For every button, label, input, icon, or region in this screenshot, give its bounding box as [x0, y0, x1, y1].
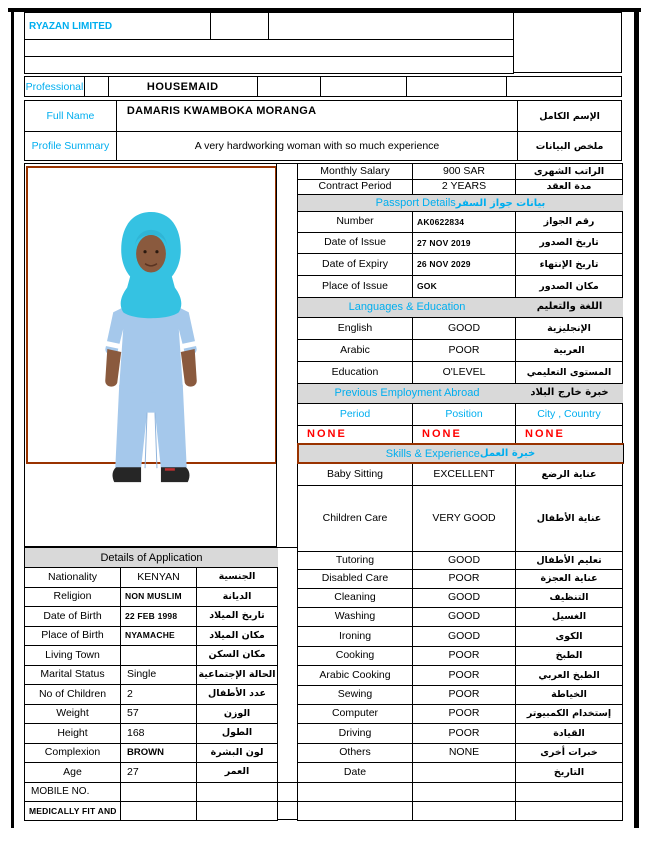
- details-table-right: [297, 163, 623, 821]
- field-label: Height: [25, 724, 121, 743]
- section-header-en: Previous Employment Abroad: [334, 386, 480, 399]
- field-arabic: تعليم الأطفال: [516, 552, 623, 569]
- field-label: Monthly Salary: [298, 164, 413, 179]
- page-border-left: [11, 8, 14, 828]
- table-row-computer: [298, 705, 623, 724]
- table-row-sewing: [298, 686, 623, 705]
- gap-line: [277, 782, 298, 783]
- field-value: 27 NOV 2019: [413, 233, 516, 253]
- field-value: 168: [121, 724, 197, 743]
- company-name: RYAZAN LIMITED: [25, 13, 211, 39]
- field-arabic: الوزن: [197, 705, 278, 724]
- field-arabic: العربية: [516, 340, 623, 361]
- field-arabic: الخياطة: [516, 686, 623, 704]
- table-row-others: [298, 744, 623, 763]
- table-row-date-of-birth: [25, 607, 278, 627]
- field-label: Date: [298, 763, 413, 782]
- field-arabic: مدة العقد: [516, 180, 623, 194]
- table-row-education: [298, 362, 623, 384]
- field-value: [121, 646, 197, 665]
- profile-summary-value: A very hardworking woman with so much experience: [117, 132, 518, 160]
- gap-line: [277, 547, 298, 548]
- field-value: POOR: [413, 570, 516, 588]
- field-value: POOR: [413, 666, 516, 685]
- field-arabic: الطبخ العربي: [516, 666, 623, 685]
- table-row-mobile-no: [25, 783, 278, 803]
- header-empty-cell: [269, 13, 514, 39]
- field-value: GOOD: [413, 608, 516, 626]
- field-value: POOR: [413, 647, 516, 665]
- header-empty-cell: [211, 13, 269, 39]
- field-value: KENYAN: [121, 568, 197, 587]
- field-value: 2 YEARS: [413, 180, 516, 194]
- field-arabic: القيادة: [516, 724, 623, 743]
- table-row-place-of-issue: [298, 276, 623, 298]
- field-value: POOR: [413, 686, 516, 704]
- field-value: POOR: [413, 340, 516, 361]
- field-arabic: التاريخ: [516, 763, 623, 782]
- field-arabic: الطول: [197, 724, 278, 743]
- table-row-baby-sitting: [298, 464, 623, 486]
- field-label: Baby Sitting: [298, 464, 413, 485]
- column-header-city-country: City , Country: [516, 404, 623, 425]
- profession-empty-cell: [507, 77, 621, 96]
- section-header-languages: [298, 298, 623, 318]
- table-row-empty: [298, 802, 623, 821]
- details-table-left: [24, 547, 278, 821]
- logo-box: [513, 12, 622, 73]
- field-value: 27: [121, 763, 197, 782]
- page-border-right: [634, 8, 639, 828]
- gap-line: [277, 163, 298, 164]
- field-value: O'LEVEL: [413, 362, 516, 383]
- field-arabic: عناية العجزة: [516, 570, 623, 588]
- field-arabic: الحالة الإجتماعية: [197, 666, 278, 685]
- field-label: Nationality: [25, 568, 121, 587]
- table-row-empty: [298, 783, 623, 802]
- table-row-english: [298, 318, 623, 340]
- field-arabic: عناية الرضع: [516, 464, 623, 485]
- arm-left: [105, 349, 121, 387]
- table-row-date-of-issue: [298, 233, 623, 254]
- empty-cell: [413, 783, 516, 801]
- field-value: NON MUSLIM: [121, 588, 197, 607]
- section-header-ar: خبرة العمل: [479, 448, 536, 459]
- header-empty-cell: [25, 57, 513, 73]
- table-row-prev-columns: [298, 404, 623, 426]
- profile-summary-arabic: ملخص البيانات: [535, 140, 604, 152]
- gap-line: [277, 801, 298, 802]
- field-value: BROWN: [121, 744, 197, 763]
- field-label: Cooking: [298, 647, 413, 665]
- field-value: 22 FEB 1998: [121, 607, 197, 626]
- table-row-marital-status: [25, 666, 278, 686]
- field-value: Single: [121, 666, 197, 685]
- field-arabic: الراتب الشهرى: [516, 164, 623, 179]
- table-row-religion: [25, 588, 278, 608]
- uniform-pants: [115, 385, 187, 468]
- profession-empty-cell: [85, 77, 109, 96]
- section-header-ar: خبرة خارج البلاد: [530, 387, 609, 399]
- header-row-empty-2: [24, 56, 514, 74]
- full-name-row: [24, 100, 622, 132]
- field-arabic: إستخدام الكمبيوتر: [516, 705, 623, 723]
- field-arabic: التنظيف: [516, 589, 623, 607]
- table-row-age: [25, 763, 278, 783]
- eye-right: [155, 250, 158, 253]
- field-arabic: مكان الصدور: [516, 276, 623, 297]
- table-row-no-of-children: [25, 685, 278, 705]
- field-label: Computer: [298, 705, 413, 723]
- table-row-complexion: [25, 744, 278, 764]
- field-arabic: رقم الجواز: [516, 212, 623, 232]
- field-label: Disabled Care: [298, 570, 413, 588]
- field-label: English: [298, 318, 413, 339]
- field-value: 900 SAR: [413, 164, 516, 179]
- table-row-washing: [298, 608, 623, 627]
- field-arabic: عدد الأطفال: [197, 685, 278, 704]
- header-row-company: [24, 12, 514, 40]
- full-name-arabic: الإسم الكامل: [539, 110, 600, 122]
- field-value: NONE: [413, 744, 516, 762]
- field-arabic: خبرات أخرى: [516, 744, 623, 762]
- full-name-value: DAMARIS KWAMBOKA MORANGA: [117, 101, 518, 131]
- column-header-period: Period: [298, 404, 413, 425]
- field-label: Arabic: [298, 340, 413, 361]
- empty-cell: [121, 783, 197, 802]
- field-label: Date of Issue: [298, 233, 413, 253]
- field-value: GOOD: [413, 589, 516, 607]
- field-value: GOK: [413, 276, 516, 297]
- field-label: Marital Status: [25, 666, 121, 685]
- gap-line: [277, 819, 298, 820]
- field-label: Washing: [298, 608, 413, 626]
- empty-cell: [516, 802, 623, 820]
- applicant-photo-cell: [24, 163, 277, 547]
- section-header-en: Languages & Education: [348, 300, 466, 313]
- field-value: 2: [121, 685, 197, 704]
- field-value: GOOD: [413, 627, 516, 646]
- table-row-living-town: [25, 646, 278, 666]
- field-arabic: الغسيل: [516, 608, 623, 626]
- table-row-nationality: [25, 568, 278, 588]
- field-label: Age: [25, 763, 121, 782]
- shoe-left: [112, 467, 141, 482]
- field-label: Weight: [25, 705, 121, 724]
- table-row-height: [25, 724, 278, 744]
- section-header-ar-wrap: [516, 384, 623, 403]
- field-label: Arabic Cooking: [298, 666, 413, 685]
- table-row-cooking: [298, 647, 623, 666]
- field-value: NONE: [413, 426, 516, 443]
- field-arabic: الطبخ: [516, 647, 623, 665]
- table-row-driving: [298, 724, 623, 744]
- field-label: Children Care: [298, 486, 413, 551]
- field-value: EXCELLENT: [413, 464, 516, 485]
- table-row-prev-values: [298, 426, 623, 444]
- field-value: 26 NOV 2029: [413, 254, 516, 275]
- section-header-en: Skills & Experience: [385, 447, 480, 460]
- field-value: GOOD: [413, 318, 516, 339]
- profession-empty-cell: [321, 77, 408, 96]
- empty-cell: [121, 802, 197, 820]
- table-row-cleaning: [298, 589, 623, 608]
- field-arabic: لون البشرة: [197, 744, 278, 763]
- field-label: Others: [298, 744, 413, 762]
- section-header-ar-wrap: [516, 298, 623, 317]
- section-header-skills: [298, 444, 623, 464]
- face: [136, 235, 166, 273]
- section-header-en: Passport Details: [375, 197, 456, 209]
- field-value: GOOD: [413, 552, 516, 569]
- eye-left: [143, 250, 146, 253]
- section-header-application: [25, 548, 278, 568]
- field-label: Date of Birth: [25, 607, 121, 626]
- full-name-label: Full Name: [25, 101, 117, 131]
- table-row-disabled-care: [298, 570, 623, 589]
- section-header-ar: بيانات جواز السفر: [455, 197, 546, 209]
- section-header-en-wrap: [298, 384, 516, 403]
- section-header-en-wrap: [298, 298, 516, 317]
- table-row-passport-number: [298, 212, 623, 233]
- field-label: No of Children: [25, 685, 121, 704]
- profile-summary-row: [24, 131, 622, 161]
- empty-cell: [298, 783, 413, 801]
- column-header-position: Position: [413, 404, 516, 425]
- field-value: NONE: [298, 426, 413, 443]
- field-arabic: تاريخ الميلاد: [197, 607, 278, 626]
- profession-empty-cell: [407, 77, 507, 96]
- field-arabic: العمر: [197, 763, 278, 782]
- field-label: Ironing: [298, 627, 413, 646]
- table-row-tutoring: [298, 552, 623, 570]
- table-row-contract-period: [298, 180, 623, 195]
- field-label: Tutoring: [298, 552, 413, 569]
- empty-cell: [197, 802, 278, 820]
- field-label: Education: [298, 362, 413, 383]
- field-value: POOR: [413, 705, 516, 723]
- field-label: Number: [298, 212, 413, 232]
- table-row-salary: [298, 164, 623, 180]
- field-label: Cleaning: [298, 589, 413, 607]
- arm-right: [180, 349, 196, 387]
- empty-cell: [516, 783, 623, 801]
- field-value: VERY GOOD: [413, 486, 516, 551]
- profession-row: [24, 76, 622, 97]
- field-label: Driving: [298, 724, 413, 743]
- field-value: 57: [121, 705, 197, 724]
- field-label: Place of Issue: [298, 276, 413, 297]
- header-empty-cell: [25, 40, 513, 56]
- field-label: Place of Birth: [25, 627, 121, 646]
- field-label: Date of Expiry: [298, 254, 413, 275]
- table-row-medically-fit: [25, 802, 278, 821]
- empty-cell: [413, 802, 516, 820]
- profile-summary-label: Profile Summary: [25, 132, 117, 160]
- table-row-children-care: [298, 486, 623, 552]
- table-row-place-of-birth: [25, 627, 278, 647]
- table-row-ironing: [298, 627, 623, 647]
- field-arabic: الإنجليزية: [516, 318, 623, 339]
- profession-empty-cell: [258, 77, 321, 96]
- field-value: NONE: [516, 426, 623, 443]
- field-arabic: الكوى: [516, 627, 623, 646]
- field-arabic: المستوى التعليمي: [516, 362, 623, 383]
- field-label: Complexion: [25, 744, 121, 763]
- field-arabic: عناية الأطفال: [516, 486, 623, 551]
- table-row-date-of-expiry: [298, 254, 623, 276]
- table-row-arabic-cooking: [298, 666, 623, 686]
- field-value: NYAMACHE: [121, 627, 197, 646]
- field-arabic: الديانة: [197, 588, 278, 607]
- shoe-lace-accent: [164, 468, 174, 470]
- field-value: AK0622834: [413, 212, 516, 232]
- section-header-text: Details of Application: [100, 551, 203, 564]
- profession-value: HOUSEMAID: [109, 77, 258, 96]
- empty-cell: [298, 802, 413, 820]
- empty-cell: [197, 783, 278, 802]
- field-label: Religion: [25, 588, 121, 607]
- field-value: [413, 763, 516, 782]
- pants-crease: [145, 413, 157, 469]
- field-arabic: تاريخ الإنتهاء: [516, 254, 623, 275]
- field-label: Sewing: [298, 686, 413, 704]
- section-header-ar: اللغة والتعليم: [536, 301, 603, 313]
- section-header-prev-employment: [298, 384, 623, 404]
- field-value: POOR: [413, 724, 516, 743]
- header-row-empty-1: [24, 39, 514, 57]
- field-arabic: تاريخ الصدور: [516, 233, 623, 253]
- section-header-passport: [298, 195, 623, 212]
- field-arabic: مكان السكن: [197, 646, 278, 665]
- table-row-date: [298, 763, 623, 783]
- profession-label: Professional: [25, 77, 85, 96]
- field-arabic: الجنسية: [197, 568, 278, 587]
- table-row-weight: [25, 705, 278, 725]
- applicant-photo: [91, 208, 210, 496]
- field-label: Contract Period: [298, 180, 413, 194]
- field-arabic: مكان الميلاد: [197, 627, 278, 646]
- table-row-arabic: [298, 340, 623, 362]
- field-label: MEDICALLY FIT AND: [25, 802, 121, 820]
- field-label: Living Town: [25, 646, 121, 665]
- field-label: MOBILE NO.: [25, 783, 121, 802]
